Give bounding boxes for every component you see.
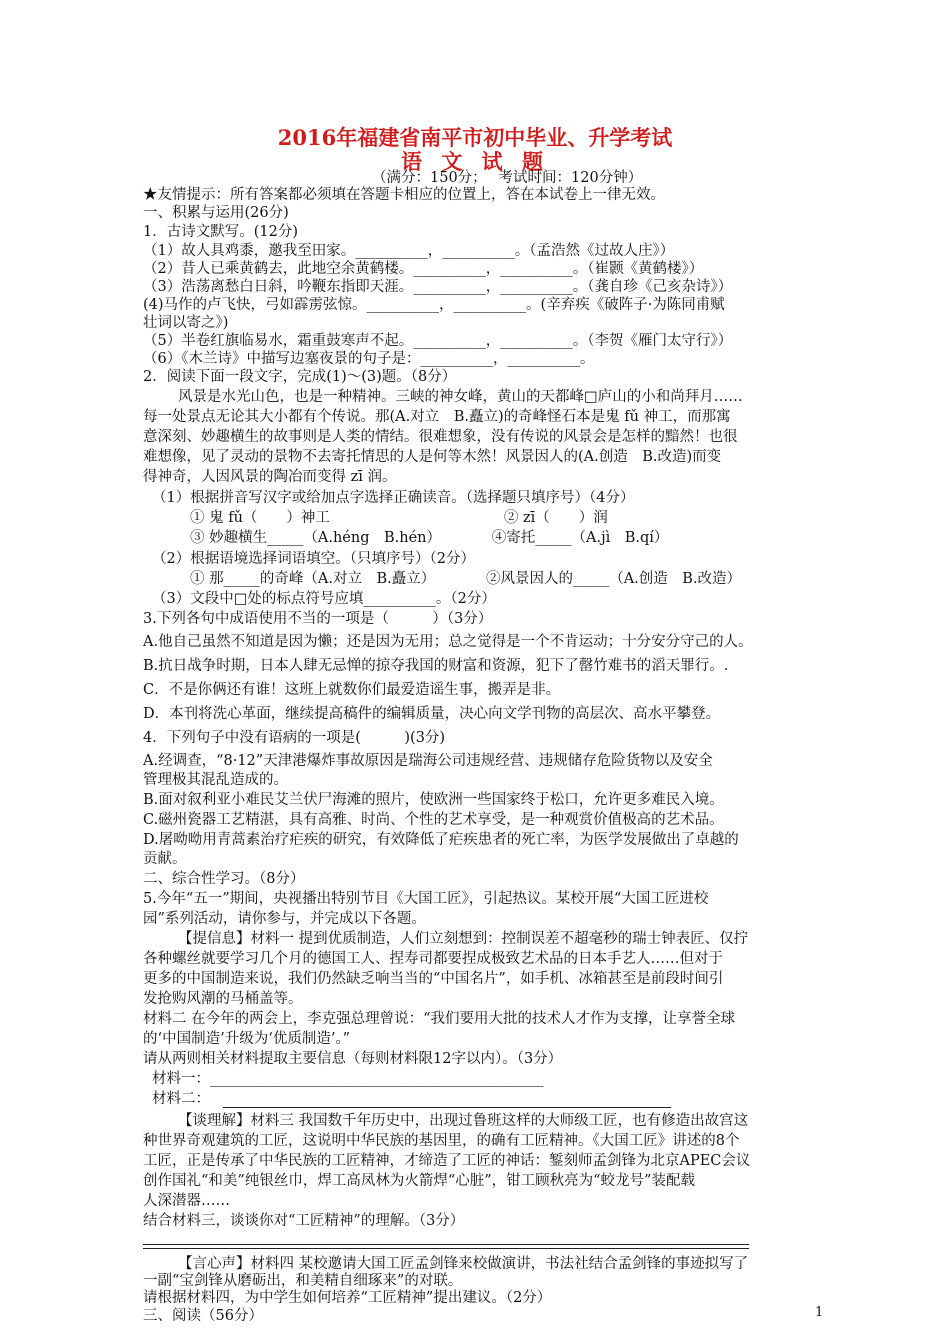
question-stem: 3.下列各句中成语使用不当的一项是（ ）（3分） — [143, 611, 493, 627]
question-item: 壮词以寄之》) — [143, 315, 229, 331]
answer-rule — [143, 1244, 749, 1245]
option: D.屠呦呦用青蒿素治疗疟疾的研究，有效降低了疟疾患者的死亡率，为医学发展做出了卓越的 — [143, 832, 739, 848]
answer-rule — [223, 1107, 671, 1108]
page-number: 1 — [815, 1305, 824, 1320]
question-stem: 请根据材料四，为中学生如何培养“工匠精神”提出建议。（2分） — [143, 1289, 552, 1306]
option: C．不是你俩还有谁！这班上就数你们最爱造谣生事，搬弄是非。 — [143, 682, 561, 698]
question-item: （5）半卷红旗临易水，霜重鼓寒声不起。__________，__________。（李贺《雁门太守行》） — [143, 333, 733, 349]
option: D．本刊将洗心革面，继续提高稿件的编辑质量，决心向文学刊物的高层次、高水平攀登。 — [143, 706, 721, 722]
question-stem: 结合材料三，谈谈你对“工匠精神”的理解。（3分） — [143, 1213, 465, 1229]
question-item: (4)马作的卢飞快，弓如霹雳弦惊。__________，__________。(辛弃疾《破阵子·为陈同甫赋 — [143, 297, 725, 313]
material-line: 的‘中国制造’升级为‘优质制造’。” — [143, 1031, 351, 1047]
question-item: ③ 妙趣横生_____（A.héng B.hén） ④寄托_____（A.jì B.qí） — [190, 530, 669, 546]
answer-line: 材料二： — [152, 1091, 210, 1107]
question-item: ① 鬼 fǔ（ ）神工 ② zī（ ）润 — [190, 510, 608, 526]
option: A.经调查，“8·12”天津港爆炸事故原因是瑞海公司违规经营、违规储存危险货物以及安全 — [143, 753, 713, 769]
passage-line: 风景是水光山色，也是一种精神。三峡的神女峰，黄山的天都峰□庐山的小和尚拜月…… — [178, 389, 743, 405]
exam-subtitle: 语 文 试 题 — [401, 149, 549, 174]
question-stem: 4．下列句子中没有语病的一项是( )(3分) — [143, 730, 446, 746]
material-line: 工匠，正是传承了中华民族的工匠精神，才缔造了工匠的神话：錾刻师孟剑锋为北京APEC会议 — [143, 1153, 751, 1169]
answer-rule — [143, 1248, 749, 1249]
question-item: （3）文段中□处的标点符号应填__________。（2分） — [152, 591, 496, 607]
passage-line: 得神奇，人因风景的陶冶而变得 zī 润。 — [143, 469, 397, 485]
question-stem: 2．阅读下面一段文字，完成(1)～(3)题。（8分） — [143, 369, 457, 385]
material-line: 【提信息】材料一 提到优质制造，人们立刻想到：控制误差不超毫秒的瑞士钟表匠、仅拧 — [178, 931, 749, 947]
option: 贡献。 — [143, 851, 187, 867]
question-item: （1）根据拼音写汉字或给加点字选择正确读音。（选择题只填序号）（4分） — [152, 490, 635, 506]
option: B.面对叙利亚小难民艾兰伏尸海滩的照片，使欧洲一些国家终于松口，允许更多难民入境。 — [143, 792, 724, 808]
passage-line: 每一处景点无论其大小都有个传说。那(A.对立 B.矗立)的奇峰怪石本是鬼 fǔ 神工，而那寓 — [143, 409, 731, 425]
material-line: 种世界奇观建筑的工匠，这说明中华民族的基因里，的确有工匠精神。《大国工匠》讲述的8个 — [143, 1133, 740, 1149]
material-line: 创作国礼“和美”纯银丝巾，焊工高凤林为火箭焊“心脏”，钳工顾秋亮为“蛟龙号”装配载 — [143, 1173, 695, 1189]
section-heading: 一、积累与运用(26分) — [143, 205, 289, 221]
material-line: 【谈理解】材料三 我国数千年历史中，出现过鲁班这样的大师级工匠，也有修造出故宫这 — [178, 1113, 749, 1129]
question-item: （1）故人具鸡黍，邀我至田家。__________，__________。（孟浩然《过故人庄》） — [143, 243, 675, 259]
option: A.他自己虽然不知道是因为懒；还是因为无用；总之觉得是一个不肯运动；十分安分守己的人。 — [143, 634, 753, 650]
notice: ★友情提示：所有答案都必须填在答题卡相应的位置上，答在本试卷上一律无效。 — [143, 187, 665, 203]
question-item: （2）昔人已乘黄鹤去，此地空余黄鹤楼。__________，__________。（崔颢《黄鹤楼》） — [143, 261, 704, 277]
passage-line: 意深刻、妙趣横生的故事则是人类的情结。很难想象，没有传说的风景会是怎样的黯然！也很 — [143, 429, 738, 445]
option: 管理极其混乱造成的。 — [143, 772, 288, 788]
question-stem: 5.今年“五一”期间，央视播出特别节目《大国工匠》，引起热议。某校开展“大国工匠进校 — [143, 891, 709, 907]
question-item: （2）根据语境选择词语填空。（只填序号）（2分） — [152, 551, 475, 567]
material-line: 发抢购风潮的马桶盖等。 — [143, 991, 303, 1007]
material-line: 【言心声】材料四 某校邀请大国工匠孟剑锋来校做演讲，书法社结合孟剑锋的事迹拟写了 — [178, 1255, 749, 1272]
section-heading: 三、阅读（56分） — [143, 1308, 263, 1325]
score-time: （满分：150分； 考试时间：120分钟） — [372, 170, 643, 186]
passage-line: 难想像，见了灵动的景物不去寄托情思的人是何等木然！风景因人的(A.创造 B.改造)而变 — [143, 449, 722, 465]
answer-line: 材料一：______________________________________________ — [152, 1071, 544, 1087]
question-item: （3）浩荡离愁白日斜，吟鞭东指即天涯。__________，__________。（龚自珍《己亥杂诗》） — [143, 279, 733, 295]
question-stem: 请从两则相关材料提取主要信息（每则材料限12字以内）。（3分） — [143, 1051, 563, 1067]
material-line: 更多的中国制造来说，我们仍然缺乏响当当的“中国名片”，如手机、冰箱甚至是前段时间引 — [143, 971, 724, 987]
question-item: （6）《木兰诗》中描写边塞夜景的句子是：__________，__________。 — [143, 351, 595, 367]
question-stem: 园”系列活动，请你参与，并完成以下各题。 — [143, 911, 426, 927]
material-line: 材料二 在今年的两会上，李克强总理曾说：“我们要用大批的技术人才作为支撑，让享誉全球 — [143, 1011, 736, 1027]
question-stem: 1．古诗文默写。(12分) — [143, 224, 298, 240]
material-line: 人深潜器…… — [143, 1193, 230, 1209]
option: C.磁州瓷器工艺精湛，具有高雅、时尚、个性的艺术享受，是一种观赏价值极高的艺术品。 — [143, 812, 724, 828]
exam-title: 2016年福建省南平市初中毕业、升学考试 — [277, 125, 673, 150]
option: B.抗日战争时期，日本人肆无忌惮的掠夺我国的财富和资源，犯下了罄竹难书的滔天罪行。. — [143, 658, 729, 674]
material-line: 各种螺丝就要学习几个月的德国工人、捏寿司都要捏成极致艺术品的日本手艺人……但对于 — [143, 951, 723, 967]
material-line: 一副“宝剑锋从磨砺出，和美精自细琢来”的对联。 — [143, 1272, 463, 1289]
question-item: ① 那_____的奇峰（A.对立 B.矗立） ②风景因人的_____（A.创造 B.改造） — [190, 571, 742, 587]
section-heading: 二、综合性学习。（8分） — [143, 871, 305, 887]
